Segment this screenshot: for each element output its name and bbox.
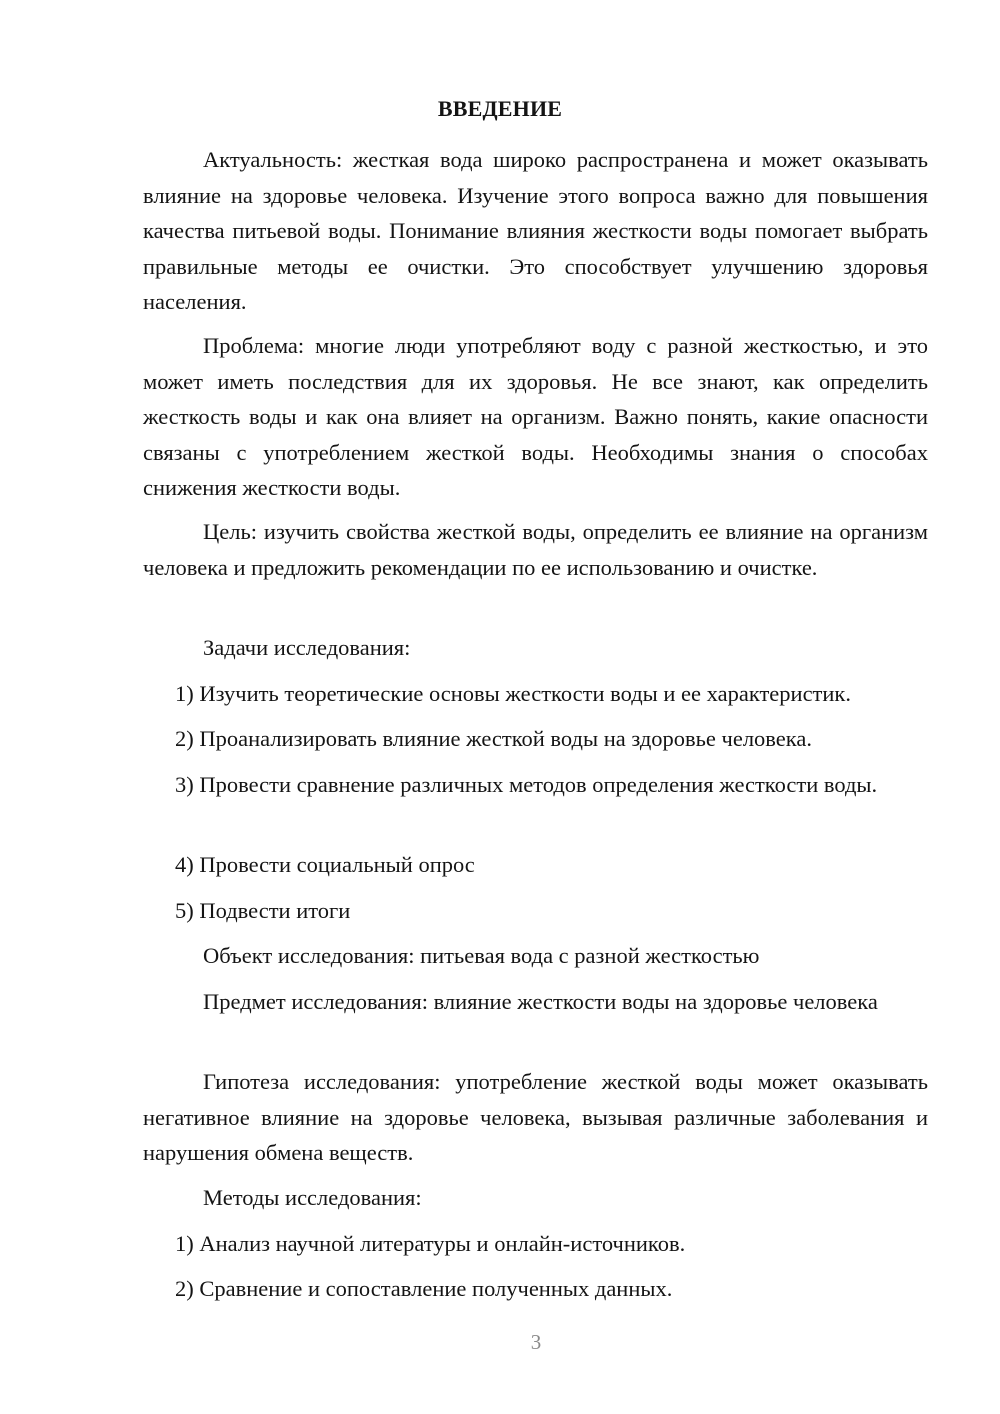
relevance-paragraph: Актуальность: жесткая вода широко распространена и может оказывать влияние на здоровье человека. Изучение этого вопроса важно для повышения качества питьевой воды. Понимание влияния жесткости воды помогает выбрать правильные методы ее очистки. Это способствует улучшению здоровья населения. [143, 147, 928, 314]
methods-heading: Методы исследования: [203, 1185, 422, 1210]
task-item: 2) Проанализировать влияние жесткой воды на здоровье человека. [175, 726, 812, 751]
task-item: 3) Провести сравнение различных методов определения жесткости воды. [175, 772, 878, 797]
object-paragraph: Объект исследования: питьевая вода с разной жесткостью [203, 943, 760, 968]
method-item: 2) Сравнение и сопоставление полученных данных. [175, 1276, 673, 1301]
task-item: 4) Провести социальный опрос [175, 852, 475, 877]
page-number: 3 [530, 1330, 542, 1354]
tasks-heading: Задачи исследования: [203, 635, 411, 660]
method-item: 1) Анализ научной литературы и онлайн-источников. [175, 1231, 686, 1256]
page-title: ВВЕДЕНИЕ [437, 96, 563, 121]
subject-paragraph: Предмет исследования: влияние жесткости воды на здоровье человека [203, 989, 878, 1014]
goal-paragraph: Цель: изучить свойства жесткой воды, определить ее влияние на организм человека и предложить рекомендации по ее использованию и очистке. [143, 519, 928, 580]
task-item: 1) Изучить теоретические основы жесткости воды и ее характеристик. [175, 681, 851, 706]
task-item: 5) Подвести итоги [175, 898, 351, 923]
problem-paragraph: Проблема: многие люди употребляют воду с разной жесткостью, и это может иметь последствия для их здоровья. Не все знают, как определить жесткость воды и как она влияет на организм. Важно понять, какие опасности связаны с употреблением жесткой воды. Необходимы знания о способах снижения жесткости воды. [143, 333, 928, 500]
hypothesis-paragraph: Гипотеза исследования: употребление жесткой воды может оказывать негативное влияние на здоровье человека, вызывая различные заболевания и нарушения обмена веществ. [143, 1069, 928, 1165]
